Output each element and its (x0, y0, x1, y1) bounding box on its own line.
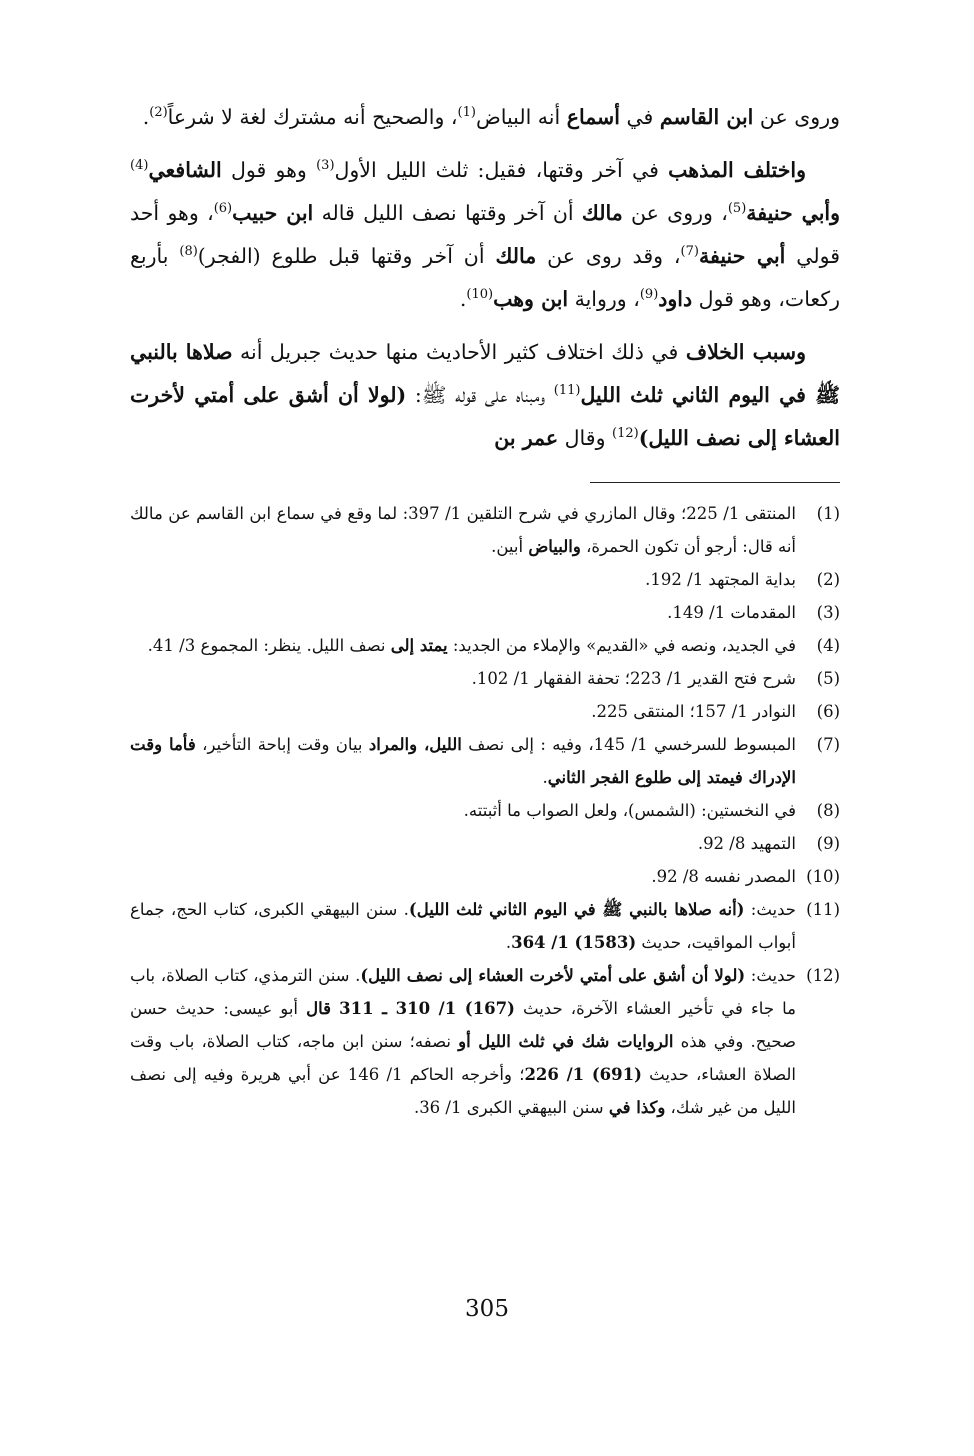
bold-text: (167) 1/ 310 ـ 311 (339, 999, 515, 1018)
text-run: حديث: (744, 900, 796, 919)
page-number: 305 (465, 1296, 509, 1322)
footnote-text (130, 563, 796, 596)
text-run: . (142, 105, 150, 129)
main-text (130, 96, 840, 460)
bold-text: قال (306, 999, 332, 1018)
text-run: حديث: (745, 966, 796, 985)
bold-text: داود (658, 287, 693, 311)
footnote-number: (3) (816, 603, 840, 622)
text-run: وروى عن (753, 105, 840, 129)
bold-text: وسبب الخلاف (685, 340, 806, 364)
text-run: في آخر وقتها، فقيل: ثلث الليل الأول (334, 158, 669, 182)
footnote-ref: (5) (727, 201, 747, 217)
bold-text: الليل، والمراد (368, 735, 462, 754)
footnote-item (130, 794, 840, 827)
text-run: . سنن البيهقي الكبرى، كتاب الحج، جماع أبواب المواقيت، حديث (130, 900, 796, 952)
footnote-text (130, 827, 796, 860)
bold-text: (لولا أن أشق على أمتي لأخرت العشاء إلى نصف الليل) (130, 383, 840, 450)
footnote-ref: (2) (149, 105, 168, 121)
text-run: بيان وقت إباحة التأخير، (195, 735, 369, 754)
footnote-text (130, 695, 796, 728)
footnote-item (130, 860, 840, 893)
footnote-ref: (7) (680, 244, 699, 260)
text-run: في (619, 105, 660, 129)
footnote-number: (11) (806, 900, 840, 919)
text-run: ، وقد روى عن (536, 244, 681, 268)
bold-text: مالك (581, 201, 623, 225)
footnote-text (130, 596, 796, 629)
bold-text: ابن حبيب (232, 201, 314, 225)
footnote-item (130, 959, 840, 1124)
text-run: وهو قول (221, 158, 317, 182)
text-run (331, 999, 339, 1018)
text-run: المنتقى 1/ 225؛ وقال المازري في شرح التلقين 1/ 397: لما وقع في سماع ابن القاسم عن مالك أنه قال: أرجو أن تكون الحمرة، (130, 504, 796, 556)
body-paragraph (130, 149, 840, 321)
bold-text: (691) 1/ 226 (524, 1065, 642, 1084)
bold-text: (لولا أن أشق على أمتي لأخرت العشاء إلى نصف الليل) (360, 966, 746, 985)
footnote-ref: (11) (553, 383, 581, 399)
footnote-number: (8) (816, 801, 840, 820)
footnote-item (130, 497, 840, 563)
page-body (130, 96, 840, 1124)
bold-text: والبياض (528, 537, 581, 556)
bold-text: ابن القاسم (659, 105, 754, 129)
bold-text: فأما وقت الإدراك فيمتد إلى طلوع الفجر الثاني (130, 735, 796, 787)
text-run: وقال (558, 426, 612, 450)
footnote-number: (10) (806, 867, 840, 886)
bold-text: وكذا في (608, 1098, 666, 1117)
footnote-number: (1) (816, 504, 840, 523)
text-run: بأربع ركعات، وهو قول (130, 244, 840, 311)
footnote-text (130, 959, 796, 1124)
bold-text: صلاها بالنبي ﷺ في اليوم الثاني ثلث الليل (130, 340, 840, 407)
text-run: المصدر نفسه 8/ 92. (651, 867, 796, 886)
bold-text: الروايات شك في ثلث الليل أو (458, 1032, 674, 1051)
footnote-number: (7) (816, 735, 840, 754)
text-run: التمهيد 8/ 92. (697, 834, 796, 853)
footnote-text (130, 662, 796, 695)
footnote-item (130, 596, 840, 629)
text-run: ومبناه على قوله ﷺ: (406, 383, 554, 407)
footnote-number: (12) (806, 966, 840, 985)
footnote-text (130, 728, 796, 794)
text-run: ، والصحيح أنه مشترك لغة لا شرعاً (167, 105, 458, 129)
footnote-item (130, 893, 840, 959)
text-run: . سنن الترمذي، كتاب الصلاة، باب ما جاء في تأخير العشاء الآخرة، حديث (130, 966, 797, 1018)
footnote-ref: (1) (457, 105, 476, 121)
footnote-ref: (9) (639, 287, 659, 303)
text-run: . (542, 768, 548, 787)
text-run: المقدمات 1/ 149. (667, 603, 796, 622)
text-run: أن آخر وقتها نصف الليل قاله (313, 201, 582, 225)
footnote-text (130, 794, 796, 827)
text-run: أن آخر وقتها قبل طلوع (الفجر) (197, 244, 496, 268)
text-run: ؛ وأخرجه الحاكم 1/ 146 عن أبي هريرة وفيه إلى نصف الليل من غير شك، (130, 1065, 796, 1117)
bold-text: الشافعي (148, 158, 222, 182)
footnote-ref: (4) (130, 158, 149, 174)
bold-text: (1583) 1/ 364 (511, 933, 637, 952)
text-run: ، ورواية (568, 287, 640, 311)
text-run: شرح فتح القدير 1/ 223؛ تحفة الفقهار 1/ 102. (471, 669, 796, 688)
text-run: أنه البياض (475, 105, 567, 129)
text-run: . (459, 287, 467, 311)
text-run: أبو عيسى: حديث حسن صحيح. وفي هذه (130, 999, 796, 1051)
footnote-number: (5) (816, 669, 840, 688)
footnote-item (130, 695, 840, 728)
text-run: نصف الليل. ينظر: المجموع 3/ 41. (147, 636, 391, 655)
footnote-item (130, 629, 840, 662)
footnote-item (130, 563, 840, 596)
text-run: ، وروى عن (622, 201, 728, 225)
text-run: بداية المجتهد 1/ 192. (645, 570, 796, 589)
footnote-number: (6) (816, 702, 840, 721)
footnote-item (130, 662, 840, 695)
footnote-number: (2) (816, 570, 840, 589)
text-run: النوادر 1/ 157؛ المنتقى 225. (591, 702, 796, 721)
footnote-ref: (12) (612, 426, 639, 442)
text-run: في الجديد، ونصه في «القديم» والإملاء من الجديد: (447, 636, 796, 655)
text-run: . (505, 933, 512, 952)
bold-text: عمر بن (494, 426, 559, 450)
text-run: نصفه؛ سنن ابن ماجه، كتاب الصلاة، باب وقت الصلاة العشاء، حديث (130, 1032, 796, 1084)
footnote-ref: (6) (213, 201, 233, 217)
bold-text: مالك (495, 244, 537, 268)
bold-text: أبي حنيفة (698, 244, 786, 268)
footnote-text (130, 860, 796, 893)
bold-text: أسماع (566, 105, 620, 129)
footnote-ref: (8) (179, 244, 198, 260)
text-run: في النخستين: (الشمس)، ولعل الصواب ما أثبتته. (463, 801, 796, 820)
footnote-text (130, 629, 796, 662)
body-paragraph (130, 331, 840, 460)
footnote-separator (590, 482, 840, 483)
text-run: سنن البيهقي الكبرى 1/ 36. (413, 1098, 609, 1117)
bold-text: وأبي حنيفة (746, 201, 840, 225)
bold-text: (أنه صلاها بالنبي ﷺ في اليوم الثاني ثلث الليل) (408, 900, 745, 919)
footnote-ref: (10) (466, 287, 494, 303)
bold-text: ابن وهب (493, 287, 569, 311)
text-run: في ذلك اختلاف كثير الأحاديث منها حديث جبريل أنه (232, 340, 686, 364)
footnote-number: (4) (816, 636, 840, 655)
footnote-text (130, 893, 796, 959)
text-run: ، وهو أحد قولي (130, 201, 840, 268)
footnotes (130, 497, 840, 1124)
footnote-text (130, 497, 796, 563)
bold-text: يمتد إلى (390, 636, 448, 655)
body-paragraph (130, 96, 840, 139)
text-run: المبسوط للسرخسي 1/ 145، وفيه : إلى نصف (461, 735, 796, 754)
footnote-ref: (3) (316, 158, 335, 174)
bold-text: واختلف المذهب (668, 158, 806, 182)
footnote-item (130, 827, 840, 860)
text-run: أبين. (491, 537, 529, 556)
footnote-item (130, 728, 840, 794)
footnote-number: (9) (816, 834, 840, 853)
